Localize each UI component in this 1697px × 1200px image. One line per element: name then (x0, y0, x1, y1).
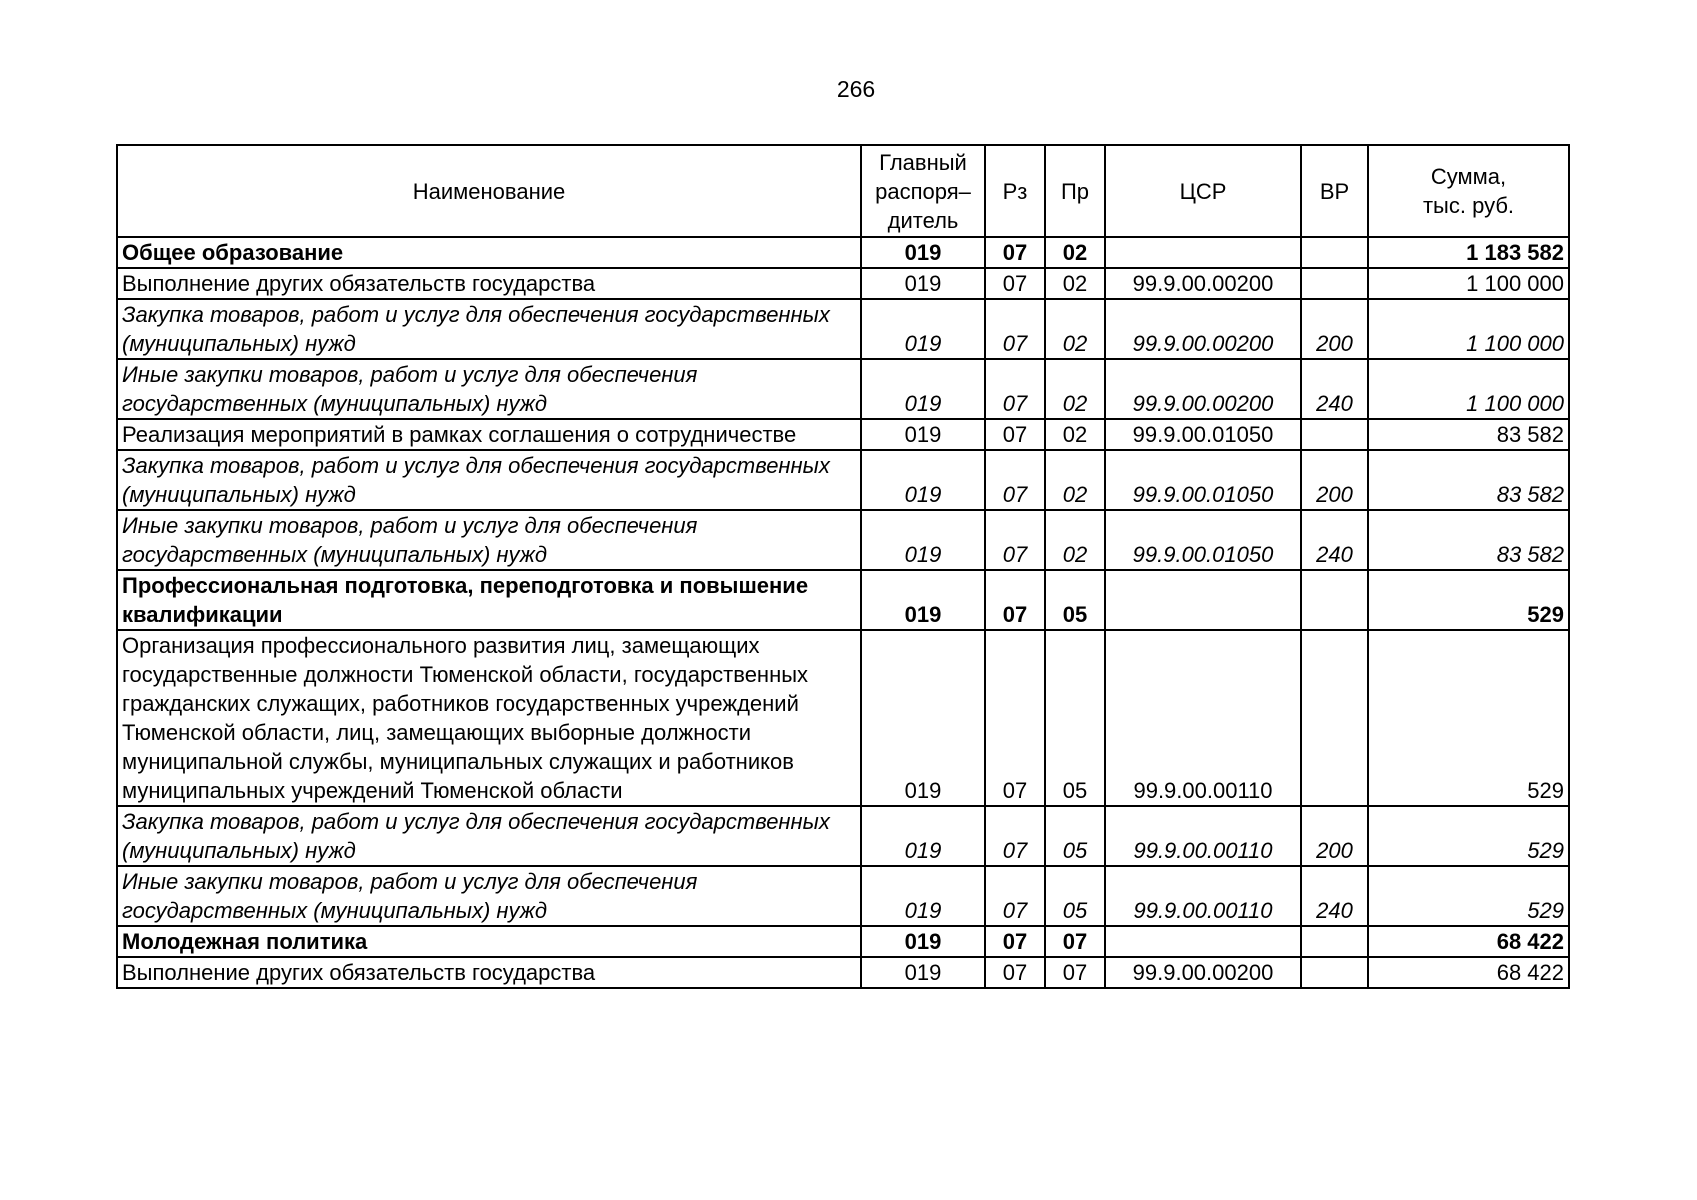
row-sum: 1 100 000 (1368, 268, 1569, 299)
row-target-article (1105, 570, 1301, 630)
row-chief-manager: 019 (861, 450, 985, 510)
row-section: 07 (985, 268, 1045, 299)
row-target-article: 99.9.00.00110 (1105, 630, 1301, 806)
table-row (117, 450, 1569, 510)
row-sum: 83 582 (1368, 450, 1569, 510)
row-section: 07 (985, 237, 1045, 268)
row-section: 07 (985, 419, 1045, 450)
table-row (117, 957, 1569, 988)
row-chief-manager: 019 (861, 237, 985, 268)
row-name: Выполнение других обязательств государства (117, 957, 861, 988)
row-name: Закупка товаров, работ и услуг для обеспечения государственных (муниципальных) нужд (117, 299, 861, 359)
row-expense-type (1301, 237, 1368, 268)
row-name: Молодежная политика (117, 926, 861, 957)
row-name: Иные закупки товаров, работ и услуг для обеспечения государственных (муниципальных) нужд (117, 359, 861, 419)
row-name: Реализация мероприятий в рамках соглашения о сотрудничестве (117, 419, 861, 450)
table-row (117, 630, 1569, 806)
table-row (117, 299, 1569, 359)
row-section: 07 (985, 866, 1045, 926)
row-sum: 529 (1368, 630, 1569, 806)
row-subsection: 02 (1045, 510, 1105, 570)
row-chief-manager: 019 (861, 268, 985, 299)
row-chief-manager: 019 (861, 570, 985, 630)
row-subsection: 05 (1045, 630, 1105, 806)
row-name: Закупка товаров, работ и услуг для обеспечения государственных (муниципальных) нужд (117, 450, 861, 510)
row-name: Закупка товаров, работ и услуг для обеспечения государственных (муниципальных) нужд (117, 806, 861, 866)
row-chief-manager: 019 (861, 359, 985, 419)
row-target-article: 99.9.00.00200 (1105, 299, 1301, 359)
row-subsection: 07 (1045, 926, 1105, 957)
row-chief-manager: 019 (861, 510, 985, 570)
row-sum: 83 582 (1368, 510, 1569, 570)
row-chief-manager: 019 (861, 957, 985, 988)
row-sum: 68 422 (1368, 926, 1569, 957)
row-name: Профессиональная подготовка, переподготовка и повышение квалификации (117, 570, 861, 630)
table-header-row (117, 145, 1569, 237)
row-section: 07 (985, 570, 1045, 630)
row-section: 07 (985, 957, 1045, 988)
row-sum: 1 183 582 (1368, 237, 1569, 268)
row-subsection: 02 (1045, 450, 1105, 510)
row-target-article: 99.9.00.00110 (1105, 866, 1301, 926)
budget-table (116, 144, 1570, 989)
row-name: Иные закупки товаров, работ и услуг для обеспечения государственных (муниципальных) нужд (117, 866, 861, 926)
header-chief-manager: Главный распоря– дитель (861, 145, 985, 237)
table-row (117, 268, 1569, 299)
row-expense-type: 240 (1301, 359, 1368, 419)
row-target-article: 99.9.00.01050 (1105, 419, 1301, 450)
row-section: 07 (985, 926, 1045, 957)
row-subsection: 02 (1045, 419, 1105, 450)
row-expense-type (1301, 926, 1368, 957)
header-section: Рз (985, 145, 1045, 237)
row-chief-manager: 019 (861, 806, 985, 866)
row-subsection: 02 (1045, 299, 1105, 359)
row-section: 07 (985, 510, 1045, 570)
row-section: 07 (985, 299, 1045, 359)
row-expense-type (1301, 630, 1368, 806)
row-expense-type: 200 (1301, 299, 1368, 359)
row-section: 07 (985, 806, 1045, 866)
row-sum: 83 582 (1368, 419, 1569, 450)
row-section: 07 (985, 450, 1045, 510)
row-subsection: 07 (1045, 957, 1105, 988)
row-section: 07 (985, 359, 1045, 419)
row-expense-type: 240 (1301, 866, 1368, 926)
table-row (117, 510, 1569, 570)
table-row (117, 806, 1569, 866)
header-expense-type: ВР (1301, 145, 1368, 237)
row-target-article: 99.9.00.00200 (1105, 268, 1301, 299)
row-chief-manager: 019 (861, 630, 985, 806)
row-subsection: 02 (1045, 237, 1105, 268)
row-name: Выполнение других обязательств государства (117, 268, 861, 299)
row-target-article (1105, 237, 1301, 268)
row-chief-manager: 019 (861, 866, 985, 926)
table-row (117, 570, 1569, 630)
table-row (117, 419, 1569, 450)
row-target-article (1105, 926, 1301, 957)
row-subsection: 05 (1045, 570, 1105, 630)
row-expense-type (1301, 570, 1368, 630)
table-row (117, 359, 1569, 419)
row-chief-manager: 019 (861, 926, 985, 957)
row-subsection: 05 (1045, 866, 1105, 926)
row-sum: 68 422 (1368, 957, 1569, 988)
page-number: 266 (836, 76, 876, 102)
header-target-article: ЦСР (1105, 145, 1301, 237)
row-name: Общее образование (117, 237, 861, 268)
row-sum: 529 (1368, 806, 1569, 866)
row-name: Организация профессионального развития лиц, замещающих государственные должности Тюменской области, государственных гражданских служащих, работников государственных учреждений Тюменской области, лиц, замещающих выборные должности муниципальной службы, муниципальных служащих и работников муниципальных учреждений Тюменской области (117, 630, 861, 806)
row-section: 07 (985, 630, 1045, 806)
row-target-article: 99.9.00.01050 (1105, 450, 1301, 510)
row-sum: 1 100 000 (1368, 359, 1569, 419)
row-sum: 1 100 000 (1368, 299, 1569, 359)
row-subsection: 02 (1045, 268, 1105, 299)
row-subsection: 02 (1045, 359, 1105, 419)
row-expense-type: 200 (1301, 806, 1368, 866)
header-sum: Сумма, тыс. руб. (1368, 145, 1569, 237)
row-target-article: 99.9.00.00110 (1105, 806, 1301, 866)
header-subsection: Пр (1045, 145, 1105, 237)
row-expense-type (1301, 957, 1368, 988)
table-row (117, 866, 1569, 926)
row-target-article: 99.9.00.00200 (1105, 957, 1301, 988)
table-row (117, 237, 1569, 268)
row-sum: 529 (1368, 866, 1569, 926)
row-sum: 529 (1368, 570, 1569, 630)
row-target-article: 99.9.00.01050 (1105, 510, 1301, 570)
row-subsection: 05 (1045, 806, 1105, 866)
row-chief-manager: 019 (861, 299, 985, 359)
table-row (117, 926, 1569, 957)
row-expense-type: 200 (1301, 450, 1368, 510)
row-target-article: 99.9.00.00200 (1105, 359, 1301, 419)
row-expense-type (1301, 268, 1368, 299)
row-name: Иные закупки товаров, работ и услуг для обеспечения государственных (муниципальных) нужд (117, 510, 861, 570)
header-name: Наименование (117, 145, 861, 237)
row-expense-type (1301, 419, 1368, 450)
row-expense-type: 240 (1301, 510, 1368, 570)
row-chief-manager: 019 (861, 419, 985, 450)
